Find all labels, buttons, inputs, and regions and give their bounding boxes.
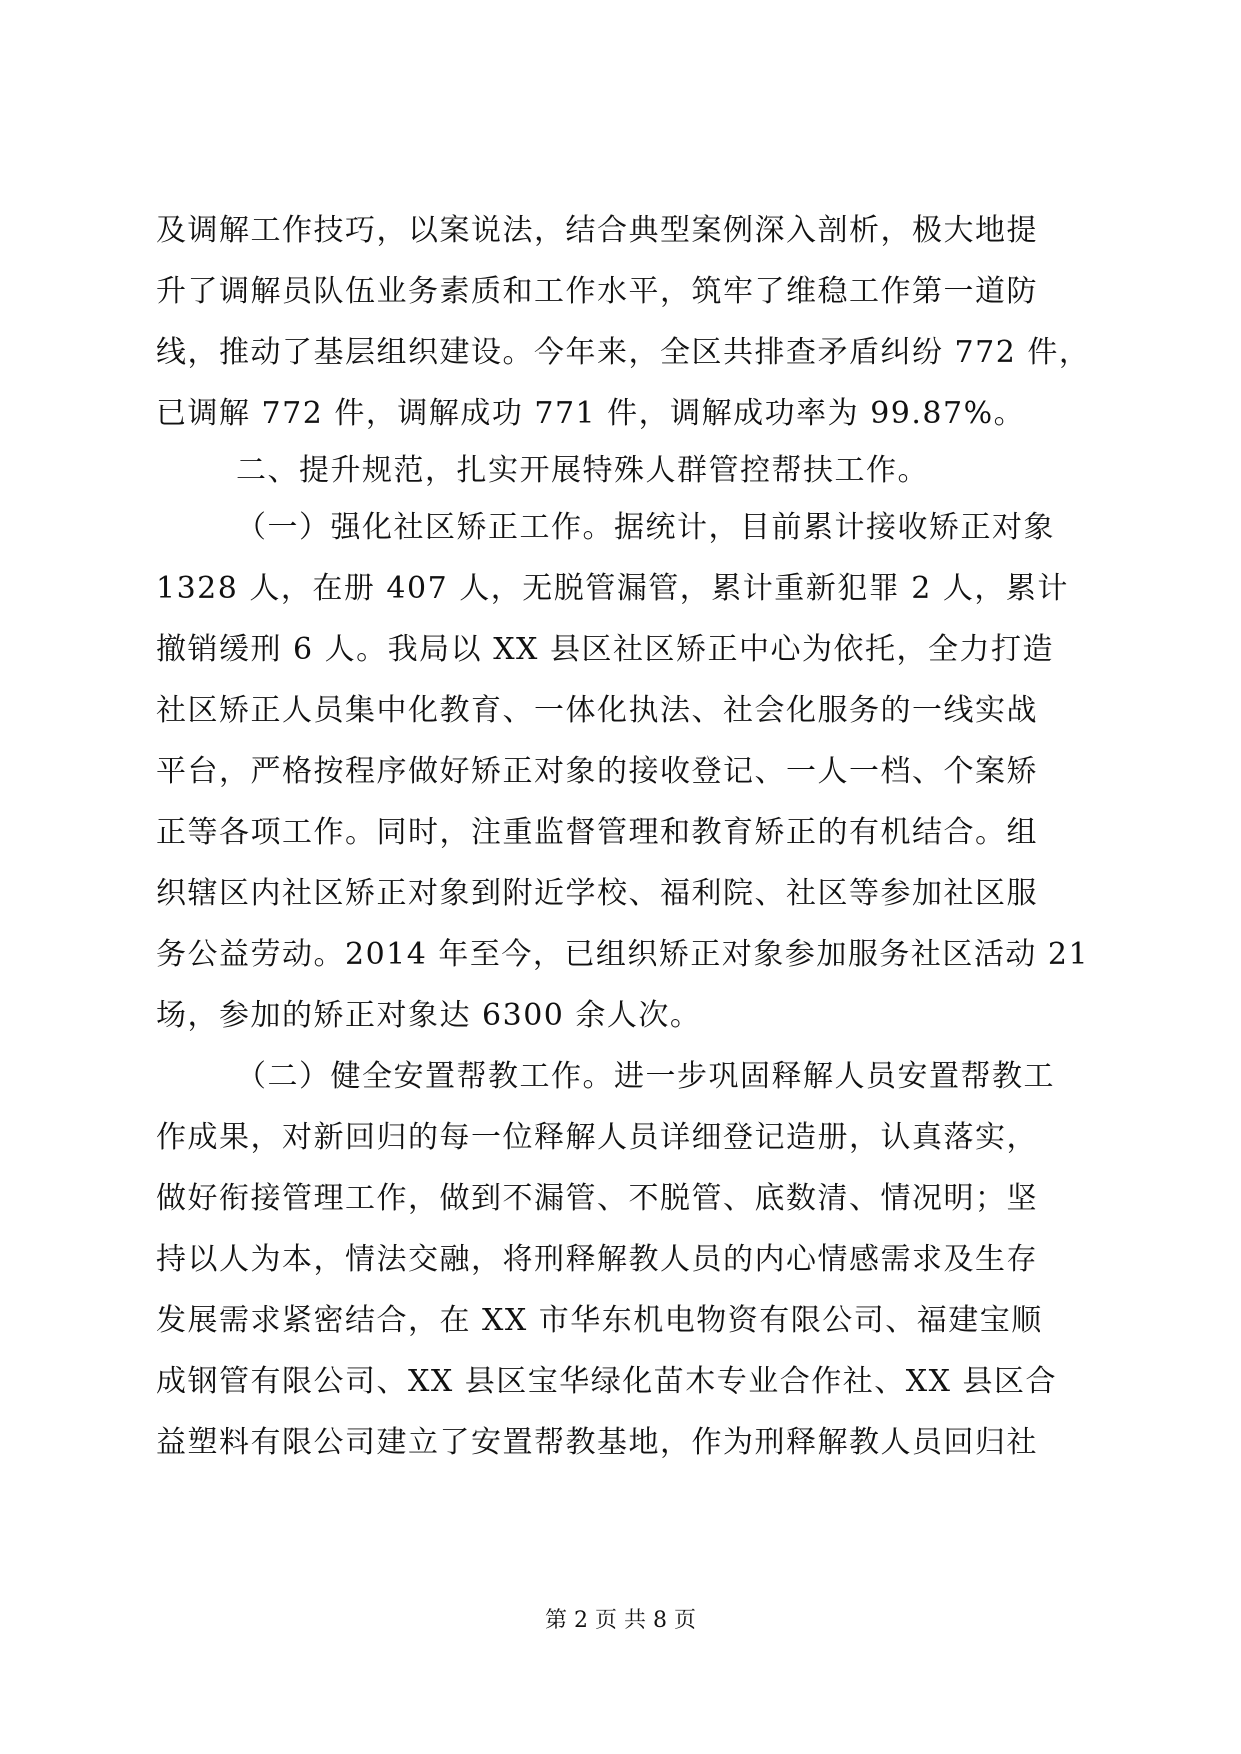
body-line-9: 社区矫正人员集中化教育、一体化执法、社会化服务的一线实战 <box>156 693 1038 728</box>
body-line-21: 益塑料有限公司建立了安置帮教基地，作为刑释解教人员回归社 <box>156 1425 1038 1460</box>
body-line-8: 撤销缓刑 6 人。我局以 XX 县区社区矫正中心为依托，全力打造 <box>156 632 1054 667</box>
body-line-17: 做好衔接管理工作，做到不漏管、不脱管、底数清、情况明；坚 <box>156 1181 1038 1216</box>
body-line-3: 线，推动了基层组织建设。今年来，全区共排查矛盾纠纷 772 件， <box>156 335 1091 370</box>
body-line-2: 升了调解员队伍业务素质和工作水平，筑牢了维稳工作第一道防 <box>156 274 1038 309</box>
body-line-4: 已调解 772 件，调解成功 771 件，调解成功率为 99.87%。 <box>156 396 1026 431</box>
body-line-6: （一）强化社区矫正工作。据统计，目前累计接收矫正对象 <box>236 510 1055 545</box>
body-line-13: 务公益劳动。2014 年至今，已组织矫正对象参加服务社区活动 21 <box>156 937 1090 972</box>
body-line-12: 织辖区内社区矫正对象到附近学校、福利院、社区等参加社区服 <box>156 876 1038 911</box>
body-line-20: 成钢管有限公司、XX 县区宝华绿化苗木专业合作社、XX 县区合 <box>156 1364 1058 1399</box>
body-line-18: 持以人为本，情法交融，将刑释解教人员的内心情感需求及生存 <box>156 1242 1038 1277</box>
section-heading-2: 二、提升规范，扎实开展特殊人群管控帮扶工作。 <box>236 453 929 488</box>
body-line-1: 及调解工作技巧，以案说法，结合典型案例深入剖析，极大地提 <box>156 213 1038 248</box>
body-line-10: 平台，严格按程序做好矫正对象的接收登记、一人一档、个案矫 <box>156 754 1038 789</box>
body-line-11: 正等各项工作。同时，注重监督管理和教育矫正的有机结合。组 <box>156 815 1038 850</box>
body-line-16: 作成果，对新回归的每一位释解人员详细登记造册，认真落实， <box>156 1120 1038 1155</box>
body-line-14: 场，参加的矫正对象达 6300 余人次。 <box>156 998 702 1033</box>
body-line-15: （二）健全安置帮教工作。进一步巩固释解人员安置帮教工 <box>236 1059 1055 1094</box>
body-line-19: 发展需求紧密结合，在 XX 市华东机电物资有限公司、福建宝顺 <box>156 1303 1043 1338</box>
body-line-7: 1328 人，在册 407 人，无脱管漏管，累计重新犯罪 2 人，累计 <box>156 571 1069 606</box>
page-number-footer: 第 2 页 共 8 页 <box>545 1608 696 1633</box>
